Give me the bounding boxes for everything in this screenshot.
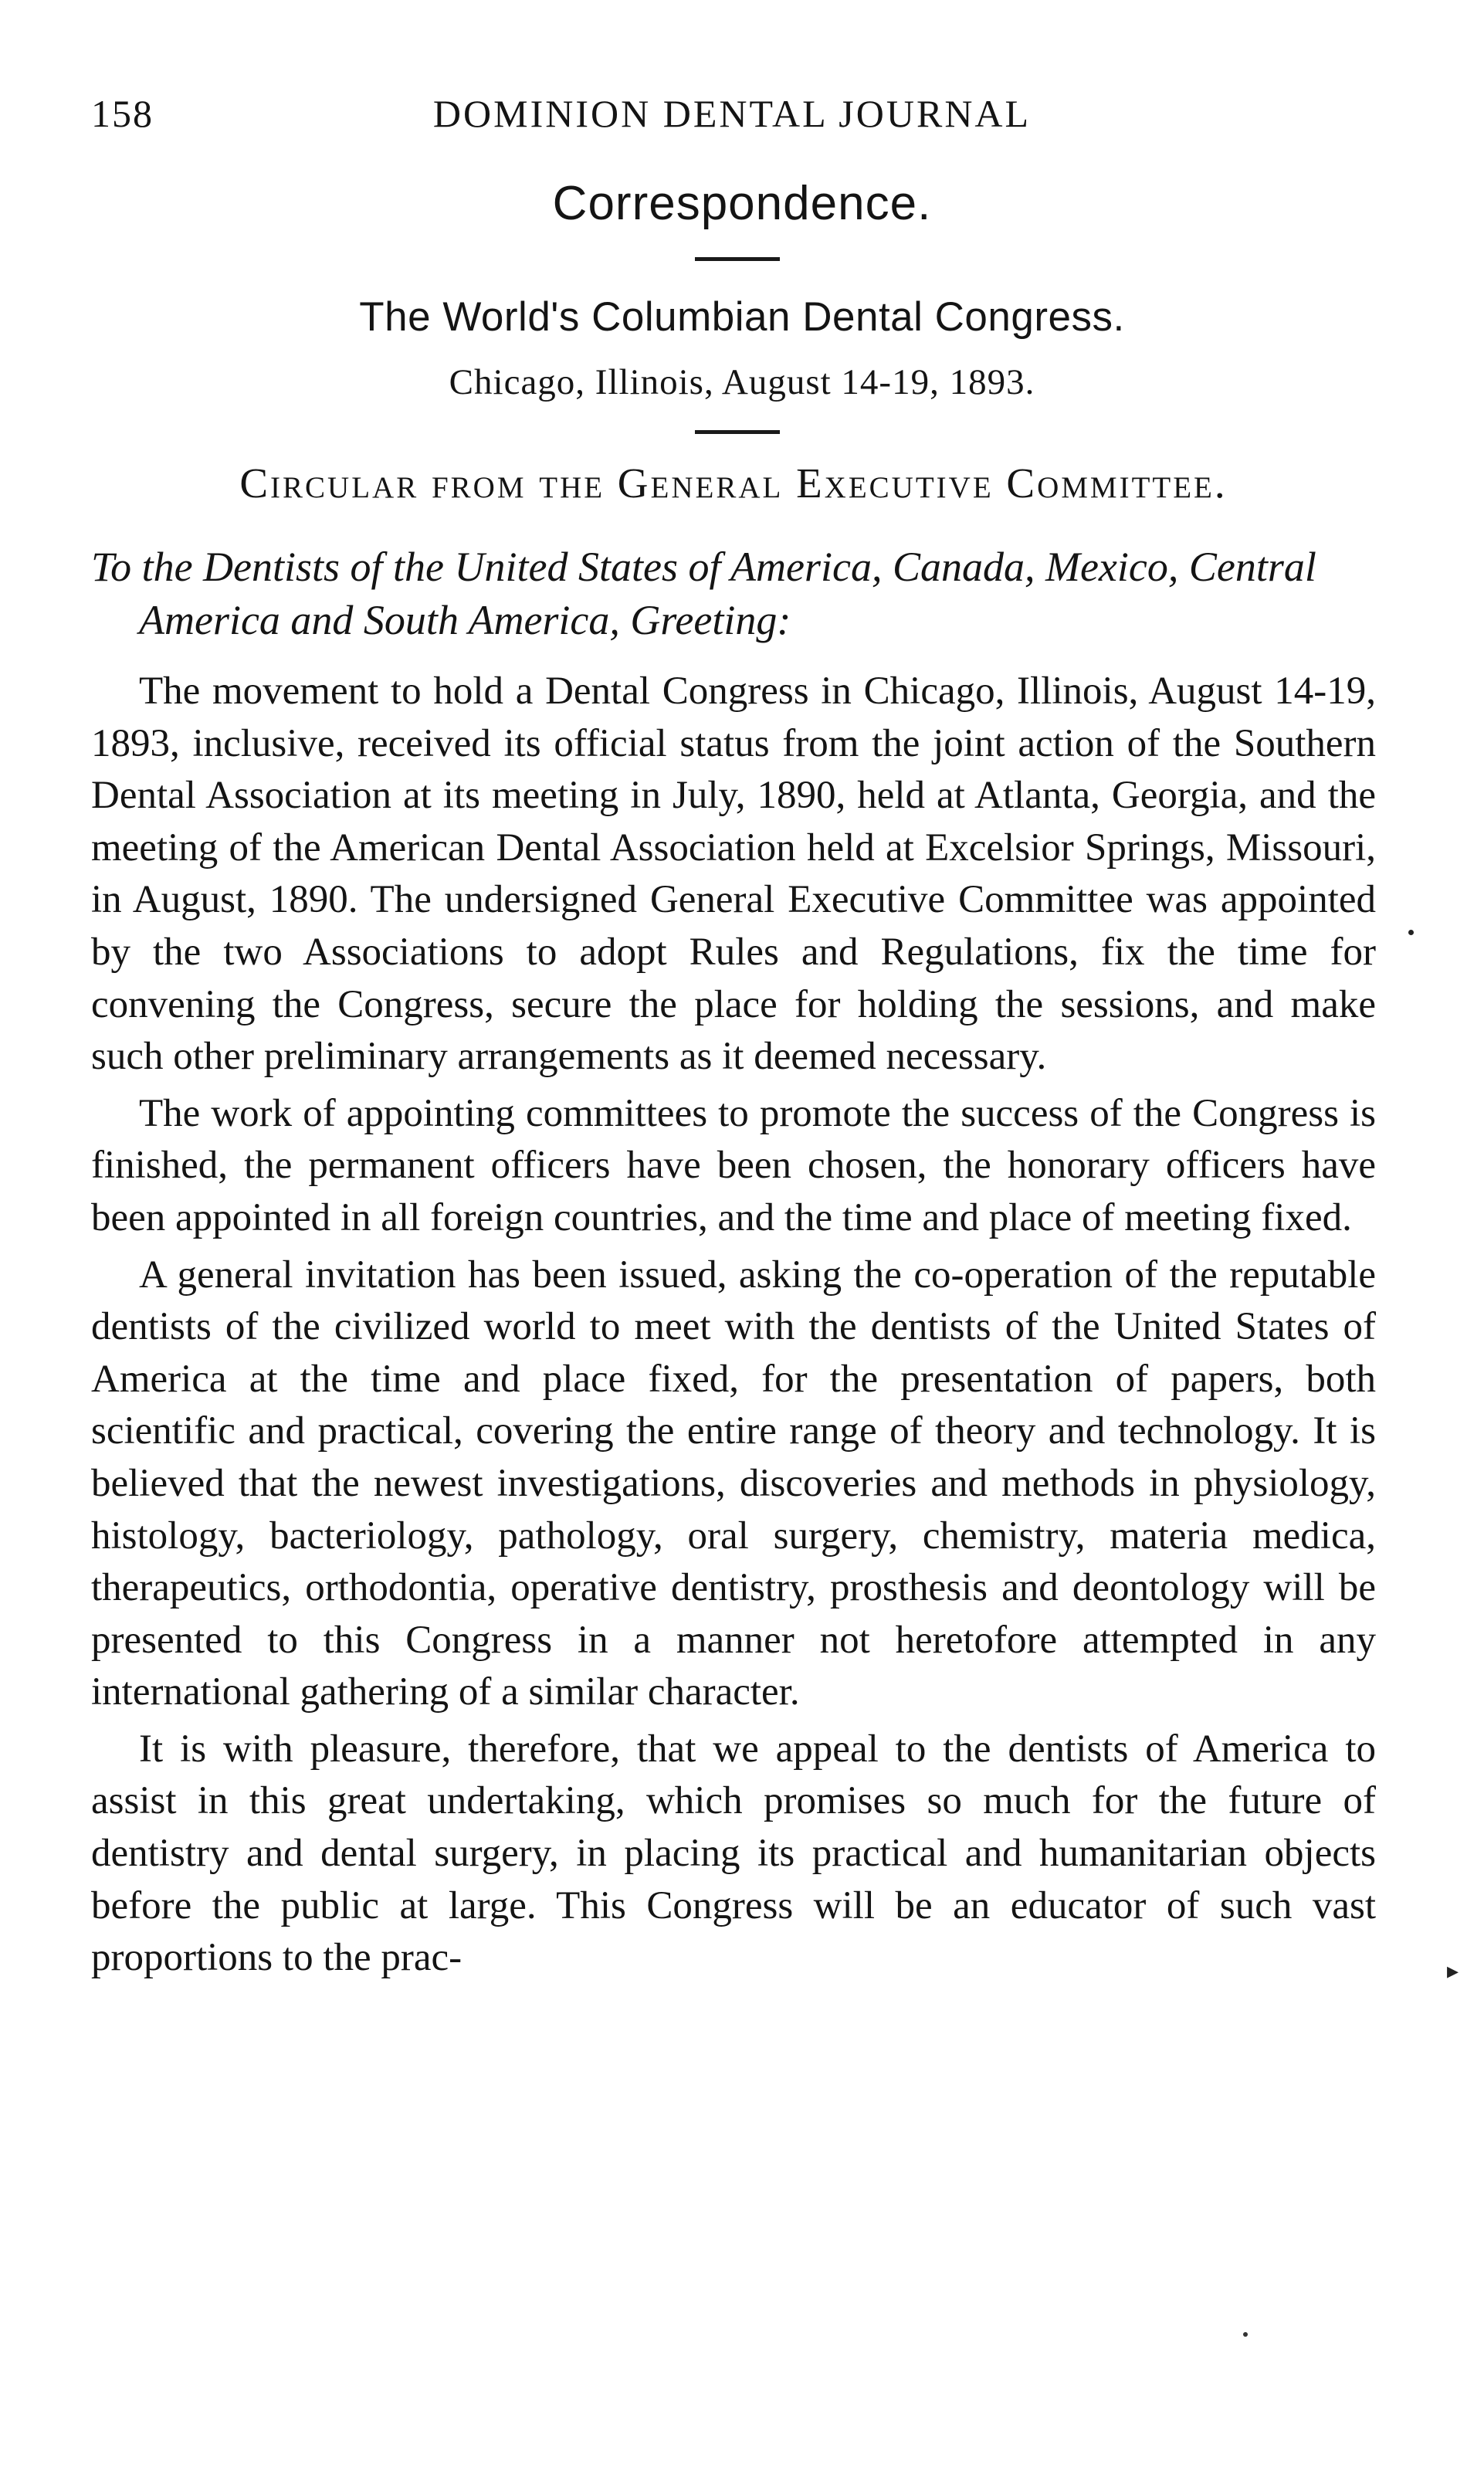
margin-arrow-mark: ▸ <box>1447 1958 1459 1985</box>
salutation: To the Dentists of the United States of America, Canada, Mexico, Central America and South America, Greeting: <box>91 544 1316 643</box>
dateline: Chicago, Illinois, August 14-19, 1893. <box>449 362 1035 402</box>
paragraph: The movement to hold a Dental Congress in Chicago, Illinois, August 14-19, 1893, inclusive, received its official status from the joint action of the Southern Dental Association at its meeting in July, 1890, held at Atlanta, Georgia, and the meeting of the American Dental Association held at Excelsior Springs, Missouri, in August, 1890. The undersigned General Executive Committee was appointed by the two Associations to adopt Rules and Regulations, fix the time for convening the Congress, secure the place for holding the sessions, and make such other preliminary arrangements as it deemed necessary. <box>91 670 1376 1079</box>
section-title: Correspondence. <box>552 177 932 230</box>
circular-heading: Circular from the General Executive Committee. <box>239 459 1228 507</box>
margin-speck <box>1408 930 1414 935</box>
dateline-divider <box>695 430 780 434</box>
article-title: The World's Columbian Dental Congress. <box>359 294 1125 340</box>
article-body <box>91 666 1376 1989</box>
running-head: DOMINION DENTAL JOURNAL <box>432 92 1032 135</box>
title-divider <box>695 257 780 261</box>
paragraph: The work of appointing committees to promote the success of the Congress is finished, the permanent officers have been chosen, the honorary officers have been appointed in all foreign countries, and the time and place of meeting fixed. <box>91 1091 1376 1239</box>
paragraph: It is with pleasure, therefore, that we appeal to the dentists of America to assist in this great undertaking, which promises so much for the future of dentistry and dental surgery, in placing its practical and humanitarian objects before the public at large. This Congress will be an educator of such vast proportions to the prac- <box>91 1727 1376 1980</box>
paragraph: A general invitation has been issued, asking the co-operation of the reputable dentists of the civilized world to meet with the dentists of the United States of America at the time and place fixed, for the presentation of papers, both scientific and practical, covering the entire range of theory and technology. It is believed that the newest investigations, discoveries and methods in physiology, histology, bacteriology, pathology, oral surgery, chemistry, materia medica, therapeutics, orthodontia, operative dentistry, prosthesis and deontology will be presented to this Congress in a manner not heretofore attempted in any international gathering of a similar character. <box>91 1253 1376 1714</box>
margin-speck <box>1243 2332 1248 2337</box>
page-number: 158 <box>91 92 154 135</box>
page-header <box>91 91 1373 145</box>
